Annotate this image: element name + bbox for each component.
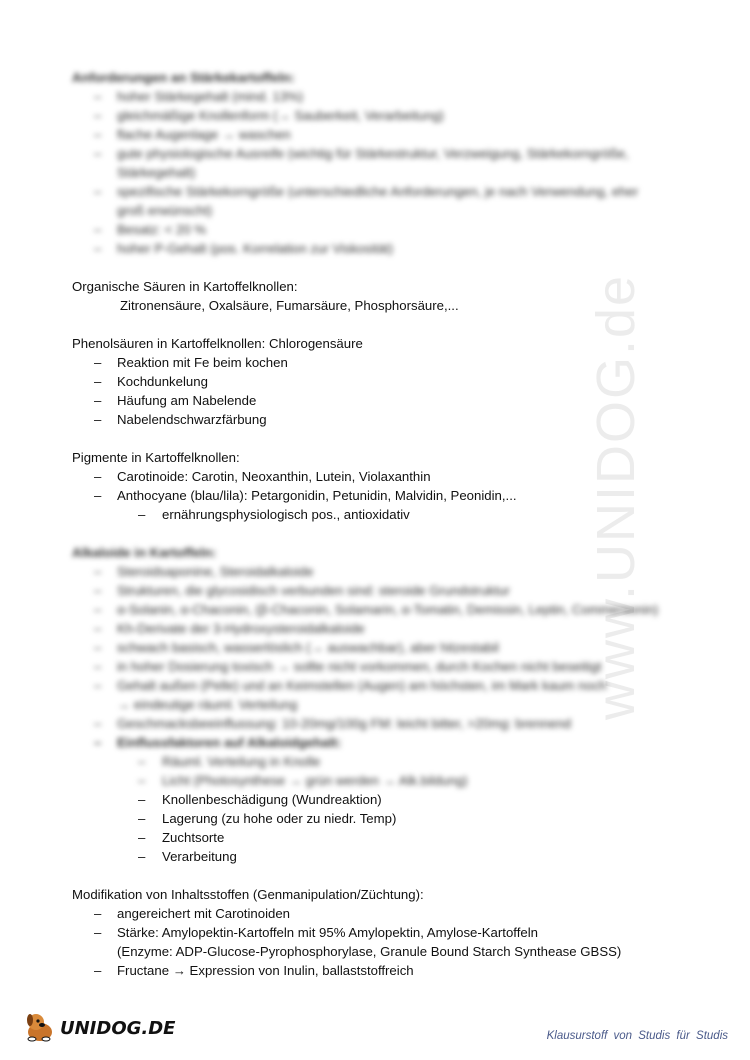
list-item: – α-Solanin, α-Chaconin, (β-Chaconin, Solamarin, α-Tomatin, Demissin, Leptin, Commersonin) — [94, 602, 659, 617]
section-heading: Modifikation von Inhaltsstoffen (Genmanipulation/Züchtung): — [72, 887, 424, 902]
list-item: – schwach basisch, wasserlöslich (→ auswachbar), aber hitzestabil — [94, 640, 499, 655]
list-item: – hoher Stärkegehalt (mind. 13%) — [94, 89, 304, 104]
acid-list: Zitronensäure, Oxalsäure, Fumarsäure, Phosphorsäure,... — [120, 298, 459, 313]
list-item-continuation: Stärkegehalt) — [117, 165, 196, 180]
sub-list-item: – Zuchtsorte — [138, 830, 225, 845]
list-item: – Steroidsaponine, Steroidalkaloide — [94, 564, 314, 579]
list-item: – Fructane → Expression von Inulin, ballaststoffreich — [94, 963, 414, 978]
list-item: – Einflussfaktoren auf Alkaloidgehalt: — [94, 735, 342, 750]
logo-text: UNIDOG.DE — [60, 1018, 176, 1039]
list-item: – in hoher Dosierung toxisch → sollte nicht vorkommen, durch Kochen nicht beseitigt — [94, 659, 602, 674]
section-heading: Phenolsäuren in Kartoffelknollen: Chlorogensäure — [72, 336, 363, 351]
dog-mascot-icon — [22, 1010, 58, 1044]
list-item: – Gehalt außen (Pelle) und an Keimstellen (Augen) am höchsten, im Mark kaum noch — [94, 678, 607, 693]
section-saeuren — [72, 277, 692, 315]
sub-list-item: – Lagerung (zu hohe oder zu niedr. Temp) — [138, 811, 397, 826]
list-item-continuation: groß erwünscht) — [117, 203, 213, 218]
list-item: – Nabelendschwarzfärbung — [94, 412, 267, 427]
list-item-continuation: (Enzyme: ADP-Glucose-Pyrophosphorylase, Granule Bound Starch Synthease GBSS) — [117, 944, 622, 959]
document-body — [72, 68, 692, 980]
section-modifikation — [72, 885, 692, 980]
section-heading: Alkaloide in Kartoffeln: — [72, 545, 217, 560]
list-item: – Strukturen, die glycosidisch verbunden sind: steroide Grundstruktur — [94, 583, 510, 598]
list-item: – Kochdunkelung — [94, 374, 208, 389]
sub-list-item: – ernährungsphysiologisch pos., antioxidativ — [138, 507, 410, 522]
sub-list-item: – Räuml. Verteilung in Knolle — [138, 754, 321, 769]
footer-tagline: Klausurstoff von Studis für Studis — [546, 1030, 728, 1042]
section-heading: Pigmente in Kartoffelknollen: — [72, 450, 240, 465]
list-item: – Besatz: < 20 % — [94, 222, 207, 237]
list-item: – Reaktion mit Fe beim kochen — [94, 355, 288, 370]
list-item: – Geschmacksbeeinflussung: 10-20mg/100g FM: leicht bitter, >20mg: brennend — [94, 716, 572, 731]
watermark-text: www.UNIDOG.de — [586, 273, 646, 720]
section-pigmente — [72, 448, 692, 524]
list-item: – flache Augenlage → waschen — [94, 127, 291, 142]
list-item: – angereichert mit Carotinoiden — [94, 906, 290, 921]
list-item: – spezifische Stärkekorngröße (unterschiedliche Anforderungen, je nach Verwendung, eher — [94, 184, 639, 199]
section-anforderungen — [72, 68, 692, 258]
list-item: – hoher P-Gehalt (pos. Korrelation zur Viskosität) — [94, 241, 394, 256]
sub-list-item: – Knollenbeschädigung (Wundreaktion) — [138, 792, 382, 807]
section-heading: Organische Säuren in Kartoffelknollen: — [72, 279, 298, 294]
list-item: – Häufung am Nabelende — [94, 393, 257, 408]
list-item-continuation: → eindeutige räuml. Verteilung — [117, 697, 298, 712]
list-item: – gleichmäßige Knollenform (→ Sauberkeit, Verarbeitung) — [94, 108, 444, 123]
section-phenol — [72, 334, 692, 429]
sub-list-item: – Verarbeitung — [138, 849, 237, 864]
unidog-logo[interactable] — [22, 1010, 176, 1050]
list-item: – Kh-Derivate der 3-Hydroxysteroidalkaloide — [94, 621, 365, 636]
list-item: – Stärke: Amylopektin-Kartoffeln mit 95% Amylopektin, Amylose-Kartoffeln — [94, 925, 538, 940]
list-item: – gute physiologische Ausreife (wichtig für Stärkestruktur, Verzweigung, Stärkekorngröße, — [94, 146, 629, 161]
sub-list-item: – Licht (Photosynthese → grün werden → Alk.bildung) — [138, 773, 468, 788]
section-heading: Anforderungen an Stärkekartoffeln: — [72, 70, 295, 85]
list-item: – Anthocyane (blau/lila): Petargonidin, Petunidin, Malvidin, Peonidin,... — [94, 488, 517, 503]
section-alkaloide — [72, 543, 692, 866]
list-item: – Carotinoide: Carotin, Neoxanthin, Lutein, Violaxanthin — [94, 469, 431, 484]
